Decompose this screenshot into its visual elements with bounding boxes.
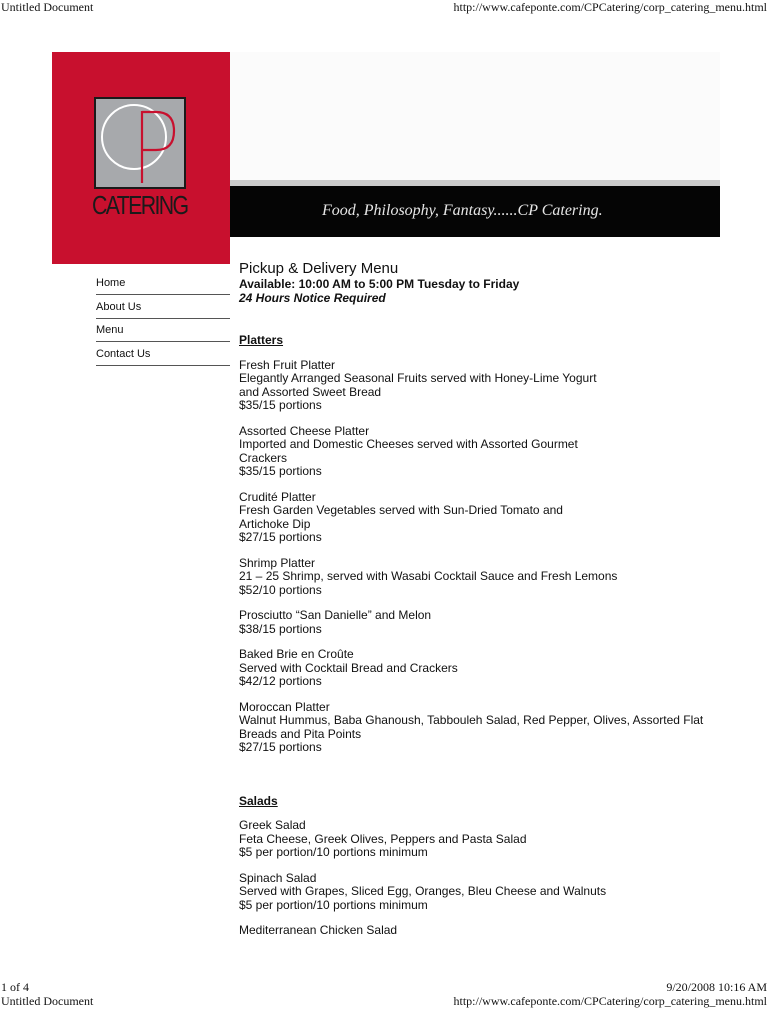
item-name: Baked Brie en Croûte [239, 647, 354, 661]
print-footer-2 [0, 994, 768, 1008]
menu-item [239, 819, 709, 860]
page-number: 1 of 4 [1, 980, 29, 994]
item-name: Mediterranean Chicken Salad [239, 923, 398, 937]
cp-monogram-icon [96, 99, 184, 187]
availability-text: Available: 10:00 AM to 5:00 PM Tuesday to Friday [239, 277, 520, 291]
item-description: Served with Cocktail Bread and Crackers [239, 660, 458, 675]
print-header-url: http://www.cafeponte.com/CPCatering/corp_catering_menu.html [453, 0, 767, 14]
item-description: and Assorted Sweet Bread [239, 384, 382, 399]
menu-item [239, 609, 709, 636]
print-header [0, 0, 768, 14]
item-description: Walnut Hummus, Baba Ghanoush, Tabbouleh Salad, Red Pepper, Olives, Assorted Flat [239, 713, 704, 727]
print-footer-url: http://www.cafeponte.com/CPCatering/corp_catering_menu.html [453, 994, 767, 1008]
item-price: $42/12 portions [239, 674, 322, 688]
menu-item [239, 425, 709, 479]
logo-wordmark: CATERING [92, 190, 188, 220]
item-name: Shrimp Platter [239, 555, 316, 570]
menu-item [239, 557, 709, 598]
nav-item-about-us[interactable]: About Us [96, 296, 230, 319]
item-price: $27/15 portions [239, 740, 322, 754]
item-name: Prosciutto “San Danielle” and Melon [239, 608, 432, 622]
nav-item-contact-us[interactable]: Contact Us [96, 343, 230, 366]
menu-content [239, 260, 709, 938]
nav-item-menu[interactable]: Menu [96, 319, 230, 342]
item-description: 21 – 25 Shrimp, served with Wasabi Cocktail Sauce and Fresh Lemons [239, 569, 618, 583]
menu-item [239, 924, 709, 938]
item-name: Assorted Cheese Platter [239, 423, 370, 438]
nav-item-home[interactable]: Home [96, 272, 230, 295]
item-price: $35/15 portions [239, 398, 322, 412]
item-name: Crudité Platter [239, 489, 316, 504]
item-description: Breads and Pita Points [239, 726, 362, 741]
item-description: Elegantly Arranged Seasonal Fruits served with Honey-Lime Yogurt [239, 371, 597, 385]
section-heading-platters: Platters [239, 333, 284, 347]
notice-text: 24 Hours Notice Required [239, 290, 386, 305]
item-name: Fresh Fruit Platter [239, 357, 336, 372]
banner-blank-area [230, 52, 720, 180]
print-datetime: 9/20/2008 10:16 AM [666, 980, 767, 994]
menu-item [239, 648, 709, 689]
menu-item [239, 359, 709, 413]
item-price: $52/10 portions [239, 582, 322, 597]
print-footer-title: Untitled Document [1, 994, 94, 1008]
print-header-title: Untitled Document [1, 0, 94, 14]
item-name: Greek Salad [239, 818, 306, 832]
item-description: Fresh Garden Vegetables served with Sun-Dried Tomato and [239, 503, 563, 517]
tagline-text: Food, Philosophy, Fantasy......CP Catering. [322, 202, 603, 219]
item-description: Imported and Domestic Cheeses served with Assorted Gourmet [239, 437, 578, 451]
item-description: Artichoke Dip [239, 516, 311, 531]
item-price: $35/15 portions [239, 464, 322, 478]
item-price: $5 per portion/10 portions minimum [239, 897, 428, 912]
item-description: Crackers [239, 450, 288, 465]
item-price: $38/15 portions [239, 621, 322, 636]
page-title: Pickup & Delivery Menu [239, 260, 399, 277]
item-price: $5 per portion/10 portions minimum [239, 845, 428, 859]
item-price: $27/15 portions [239, 530, 322, 544]
menu-item [239, 701, 709, 755]
item-description: Feta Cheese, Greek Olives, Peppers and Pasta Salad [239, 831, 527, 846]
item-description: Served with Grapes, Sliced Egg, Oranges, Bleu Cheese and Walnuts [239, 884, 607, 898]
cp-catering-logo[interactable] [52, 52, 230, 264]
sidebar-nav [96, 272, 230, 366]
section-heading-salads: Salads [239, 793, 278, 808]
menu-item [239, 491, 709, 545]
item-name: Moroccan Platter [239, 699, 330, 714]
print-footer [0, 980, 768, 994]
menu-item [239, 872, 709, 913]
logo-emblem [94, 97, 186, 189]
tagline-banner [230, 186, 720, 237]
item-name: Spinach Salad [239, 870, 317, 885]
